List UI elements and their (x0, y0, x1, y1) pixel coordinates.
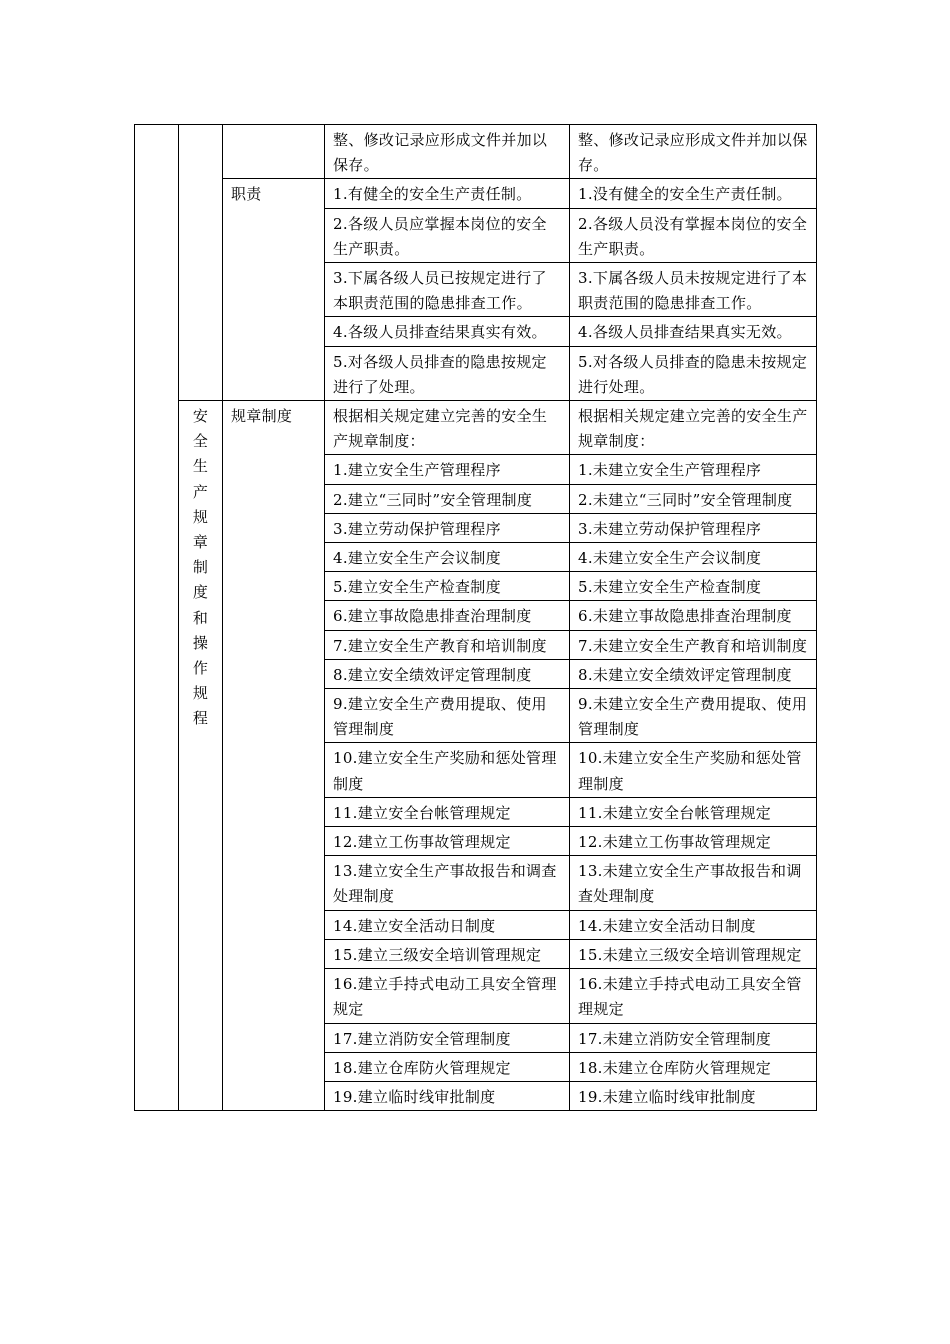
requirement-cell: 19.建立临时线审批制度 (325, 1081, 570, 1110)
table-row (135, 125, 817, 179)
finding-cell: 6.未建立事故隐患排查治理制度 (570, 601, 817, 630)
requirement-cell: 11.建立安全台帐管理规定 (325, 797, 570, 826)
requirement-cell: 12.建立工伤事故管理规定 (325, 827, 570, 856)
section-title-char: 规 (192, 684, 209, 703)
table-row (135, 179, 817, 208)
finding-cell: 15.未建立三级安全培训管理规定 (570, 939, 817, 968)
requirement-cell: 14.建立安全活动日制度 (325, 910, 570, 939)
section-title-char: 和 (192, 608, 209, 627)
requirement-cell: 4.建立安全生产会议制度 (325, 543, 570, 572)
finding-cell: 5.未建立安全生产检查制度 (570, 572, 817, 601)
finding-cell: 4.各级人员排查结果真实无效。 (570, 317, 817, 346)
requirement-cell: 8.建立安全绩效评定管理制度 (325, 659, 570, 688)
requirement-cell: 4.各级人员排查结果真实有效。 (325, 317, 570, 346)
finding-cell: 14.未建立安全活动日制度 (570, 910, 817, 939)
requirement-cell: 2.建立“三同时”安全管理制度 (325, 484, 570, 513)
requirement-cell: 2.各级人员应掌握本岗位的安全生产职责。 (325, 208, 570, 262)
section-title-char: 全 (192, 432, 209, 451)
requirement-cell: 18.建立仓库防火管理规定 (325, 1052, 570, 1081)
finding-cell: 12.未建立工伤事故管理规定 (570, 827, 817, 856)
requirement-cell: 13.建立安全生产事故报告和调查处理制度 (325, 856, 570, 910)
section-title-vertical (179, 401, 223, 1111)
finding-cell: 19.未建立临时线审批制度 (570, 1081, 817, 1110)
finding-cell: 4.未建立安全生产会议制度 (570, 543, 817, 572)
requirement-cell: 根据相关规定建立完善的安全生产规章制度： (325, 401, 570, 455)
finding-cell: 13.未建立安全生产事故报告和调查处理制度 (570, 856, 817, 910)
finding-cell: 1.没有健全的安全生产责任制。 (570, 179, 817, 208)
section-title-char: 操 (192, 633, 209, 652)
finding-cell: 16.未建立手持式电动工具安全管理规定 (570, 969, 817, 1023)
table-row (135, 401, 817, 455)
document-page (134, 124, 817, 1111)
requirement-cell: 5.建立安全生产检查制度 (325, 572, 570, 601)
requirement-cell: 7.建立安全生产教育和培训制度 (325, 630, 570, 659)
section-title-char: 章 (192, 533, 209, 552)
inspection-table (134, 124, 817, 1111)
requirement-cell: 10.建立安全生产奖励和惩处管理制度 (325, 743, 570, 797)
finding-cell: 3.未建立劳动保护管理程序 (570, 513, 817, 542)
finding-cell: 5.对各级人员排查的隐患未按规定进行处理。 (570, 346, 817, 400)
finding-cell: 2.各级人员没有掌握本岗位的安全生产职责。 (570, 208, 817, 262)
requirement-cell: 5.对各级人员排查的隐患按规定进行了处理。 (325, 346, 570, 400)
requirement-cell: 1.建立安全生产管理程序 (325, 455, 570, 484)
section-title-char: 作 (192, 659, 209, 678)
requirement-cell: 15.建立三级安全培训管理规定 (325, 939, 570, 968)
subcategory-cell-upper (179, 125, 223, 401)
requirement-cell: 3.建立劳动保护管理程序 (325, 513, 570, 542)
finding-cell: 8.未建立安全绩效评定管理制度 (570, 659, 817, 688)
section-title-char: 度 (192, 583, 209, 602)
requirement-cell: 6.建立事故隐患排查治理制度 (325, 601, 570, 630)
section-title-char: 生 (192, 457, 209, 476)
finding-cell: 9.未建立安全生产费用提取、使用管理制度 (570, 689, 817, 743)
finding-cell: 17.未建立消防安全管理制度 (570, 1023, 817, 1052)
item-cell-continued (223, 125, 325, 179)
finding-cell: 整、修改记录应形成文件并加以保存。 (570, 125, 817, 179)
finding-cell: 2.未建立“三同时”安全管理制度 (570, 484, 817, 513)
finding-cell: 根据相关规定建立完善的安全生产规章制度： (570, 401, 817, 455)
finding-cell: 3.下属各级人员未按规定进行了本职责范围的隐患排查工作。 (570, 263, 817, 317)
section-title-char: 程 (192, 709, 209, 728)
requirement-cell: 16.建立手持式电动工具安全管理规定 (325, 969, 570, 1023)
requirement-cell: 整、修改记录应形成文件并加以保存。 (325, 125, 570, 179)
finding-cell: 10.未建立安全生产奖励和惩处管理制度 (570, 743, 817, 797)
duty-label: 职责 (223, 179, 325, 401)
rules-label: 规章制度 (223, 401, 325, 1111)
category-cell (135, 125, 179, 1111)
requirement-cell: 9.建立安全生产费用提取、使用管理制度 (325, 689, 570, 743)
finding-cell: 7.未建立安全生产教育和培训制度 (570, 630, 817, 659)
finding-cell: 11.未建立安全台帐管理规定 (570, 797, 817, 826)
section-title-char: 规 (192, 507, 209, 526)
section-title-char: 安 (192, 407, 209, 426)
section-title-char: 产 (192, 482, 209, 501)
section-title-char: 制 (192, 558, 209, 577)
finding-cell: 1.未建立安全生产管理程序 (570, 455, 817, 484)
requirement-cell: 17.建立消防安全管理制度 (325, 1023, 570, 1052)
finding-cell: 18.未建立仓库防火管理规定 (570, 1052, 817, 1081)
requirement-cell: 3.下属各级人员已按规定进行了本职责范围的隐患排查工作。 (325, 263, 570, 317)
requirement-cell: 1.有健全的安全生产责任制。 (325, 179, 570, 208)
